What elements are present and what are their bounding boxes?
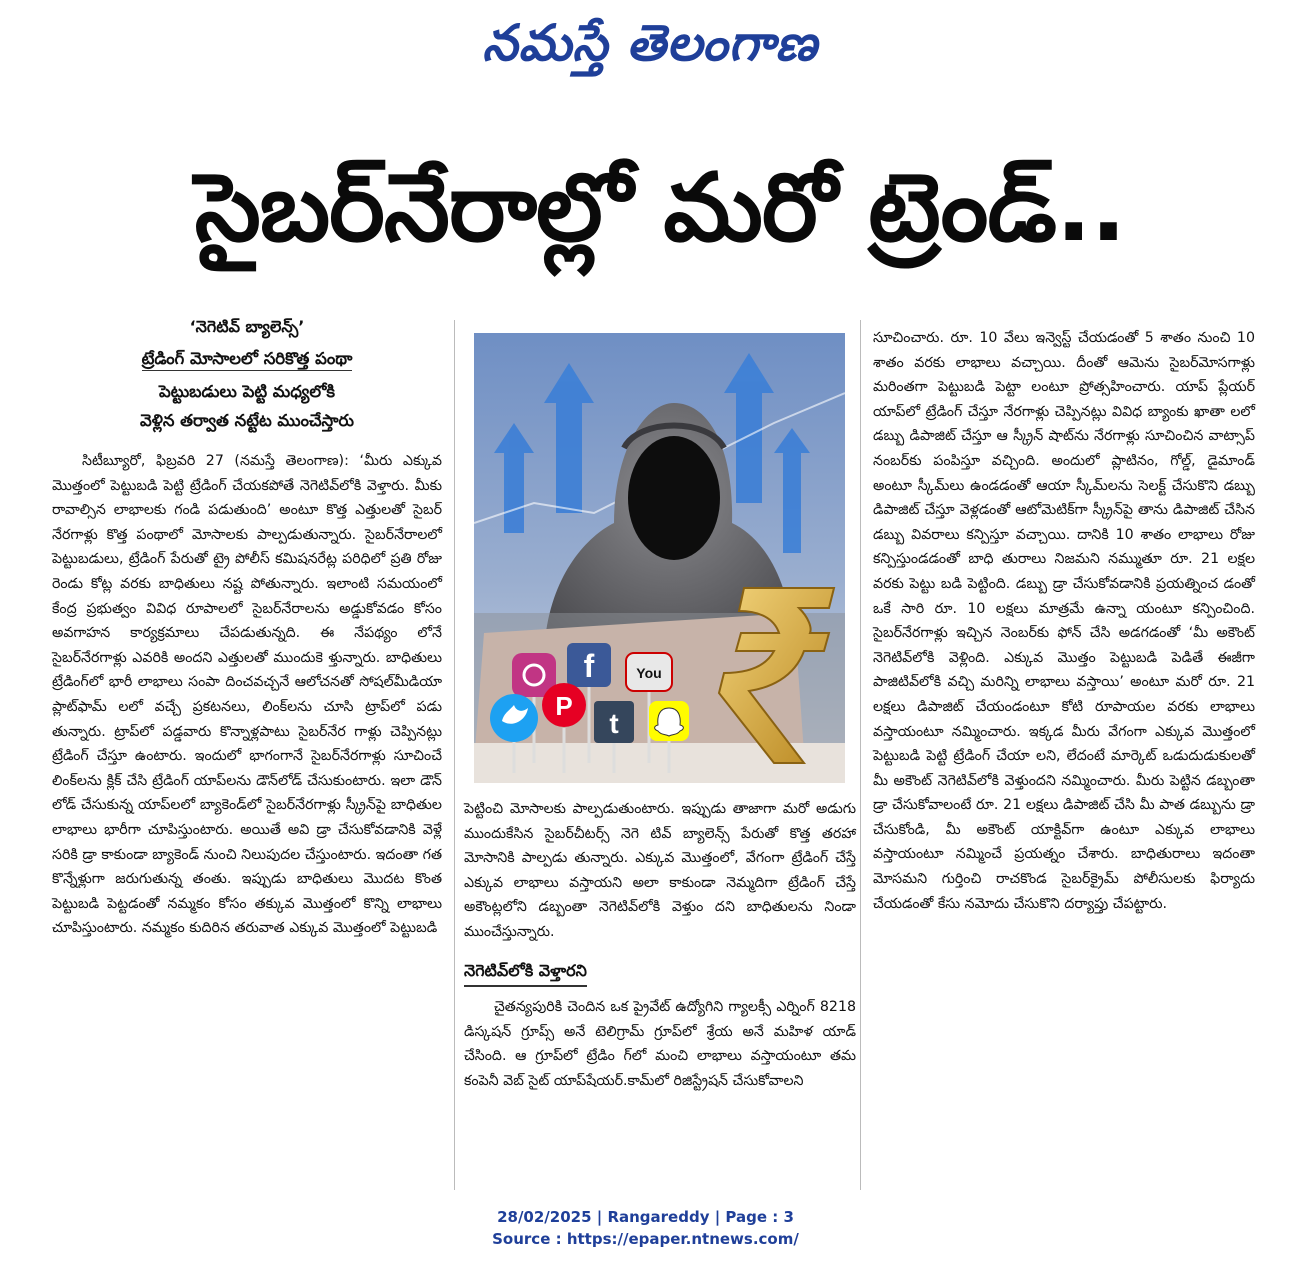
middle-body-text-1: పెట్టించి మోసాలకు పాల్పడుతుంటారు. ఇప్పుడు తాజాగా మరో అడుగు ముందుకేసిన సైబర్‌చీటర్స్‌ నెగె టివ్‌ బ్యాలెన్స్‌ పేరుతో కొత్త తరహా మోసానికి పాల్పడు తున్నారు. ఎక్కువ మొత్తంలో, వేగంగా ట్రేడింగ్‌ చేస్తే ఎక్కువ లాభాలు వస్తాయని అలా కాకుండా నెమ్మదిగా ట్రేడింగ్‌ చేస్తే అకౌంట్లలోని డబ్బంతా నెగెటివ్‌లోకి వెళ్తుం దని బాధితులను నిండా ముంచేస్తున్నారు. [464,801,856,940]
deck-line-1-text: ట్రేడింగ్‌ మోసాలలో సరికొత్త పంథా [142,349,353,371]
tumblr-label: t [609,708,619,739]
headline: సైబర్‌నేరాల్లో మరో ట్రెండ్‌.. [194,154,1126,263]
pinterest-label: P [555,691,573,721]
middle-column [464,797,856,1187]
kicker: ‘నెగెటివ్‌ బ్యాలెన్స్‌’ [189,317,305,336]
hacker-illustration [474,333,845,783]
footer-date-edition: 28/02/2025 | Rangareddy | Page : 3 [497,1208,794,1226]
right-body-text: సూచించారు. రూ. 10 వేలు ఇన్వెస్ట్‌ చేయడంతో 5 శాతం నుంచి 10 శాతం వరకు లాభాలు వచ్చాయి. దీంతో ఆమెను సైబర్‌మోసగాళ్లు మరింతగా పెట్టుబడి పెట్టా లంటూ ప్రోత్సహించారు. యాప్‌ ప్లేయర్‌ యాప్‌లో ట్రేడింగ్‌ చేస్తూ నేరగాళ్లు చెప్పినట్లు వివిధ బ్యాంకు ఖాతా లలో డబ్బు డిపాజిట్‌ చేస్తూ ఆ స్క్రీన్‌ షాట్‌ను నేరగాళ్లు సూచించిన వాట్సాప్‌ నంబర్‌కు పంపిస్తూ వచ్చింది. అందులో ప్లాటినం, గోల్డ్‌, డైమాండ్‌ అంటూ స్కీమ్‌లు ఉండడంతో ఆయా స్కీమ్‌లను సెలక్ట్‌ చేసుకొని డబ్బు డిపాజిట్‌ చేస్తూ వెళ్లడంతో ఆటోమెటిక్‌గా స్క్రీన్‌పై తాను డిపాజిట్‌ చేసిన డబ్బు వివరాలు కన్పిస్తూ వచ్చాయి. దానికి 10 శాతం లాభాలు రోజు కన్పిస్తుండడంతో బాధి తురాలు నిజమని నమ్ముతూ రూ. 21 లక్షల వరకు పెట్టు బడి పెట్టింది. డబ్బు డ్రా చేసుకోవడానికి ప్రయత్నించ డంతో ఒకే సారి రూ. 10 లక్షలు మాత్రమే ఉన్నా యంటూ కన్పించింది. సైబర్‌నేరగాళ్లు ఇచ్చిన నెంబర్‌కు ఫోన్‌ చేసి అడగడంతో ‘మీ అకౌంట్‌ నెగెటివ్‌లోకి వెళ్లింది. ఎక్కువ మొత్తం పెట్టుబడి పెడితే ఈజీగా పాజిటివ్‌లోకి వచ్చి మరిన్ని లాభాలు వస్తాయి’ అంటూ మరో రూ. 21 లక్షలు డిపాజిట్‌ చేయండంటూ కోటి రూపాయల వరకు లాభాలు వస్తాయంటూ నమ్మించారు. ఇక్కడ మీరు వేగంగా ఎక్కువ మొత్తంలో పెట్టుబడి పెట్టి ట్రేడింగ్‌ చేయా లని, లేదంటే మార్కెట్‌ ఒడుదుడుకులతో మీ అకౌంట్‌ నెగెటివ్‌లోకి వెళ్తుందని నమ్మించారు. మీరు పెట్టిన డబ్బంతా డ్రా చేసుకోవాలంటే రూ. 21 లక్షలు డిపాజిట్‌ చేసి మీ పాత డబ్బును డ్రా చేసుకోండి, మీ అకౌంట్‌ యాక్టివ్‌గా ఉంటూ ఎక్కువ లాభాలు వస్తాయంటూ నమ్మించే ప్రయత్నం చేశారు. బాధితురాలు ఇదంతా మోసమని గుర్తించి రాచకొండ సైబర్‌క్రైమ్‌ పోలీసులకు ఫిర్యాదు చేయడంతో కేసు నమోదు చేసుకొని దర్యాప్తు చేపట్టారు. [873,330,1255,912]
deck-line-3: వెళ్లిన తర్వాత నట్టేట ముంచేస్తారు [139,411,354,430]
youtube-label: You [636,665,662,681]
column-divider-right [860,320,861,1190]
column-divider-left [454,320,455,1190]
subhead: నెగెటివ్‌లోకి వెళ్తారని [464,959,587,988]
left-column [52,314,442,1194]
facebook-label: f [583,648,595,684]
deck-line-2: పెట్టుబడులు పెట్టి మధ్యలోకి [158,382,336,401]
footer-source: Source : https://epaper.ntnews.com/ [492,1230,799,1248]
masthead-logo: నమస్తే తెలంగాణ [482,13,818,72]
middle-body-text-2: చైతన్యపురికి చెందిన ఒక ప్రైవేట్‌ ఉద్యోగిని గ్యాలక్సీ ఎర్నింగ్‌ 8218 డిస్కషన్‌ గ్రూప్స్‌ అనే టెలిగ్రామ్‌ గ్రూప్‌లో శ్రేయ అనే మహిళ యాడ్‌ చేసింది. ఆ గ్రూప్‌లో ట్రేడిం గ్‌లో మంచి లాభాలు వస్తాయంటూ తమ కంపెనీ వెబ్‌ సైట్‌ యాప్‌షేయర్‌.కామ్‌లో రిజిస్ట్రేషన్‌ చేసుకోవాలని [464,999,856,1089]
left-body-text: సిటీబ్యూరో, ఫిబ్రవరి 27 (నమస్తే తెలంగాణ): ‘మీరు ఎక్కువ మొత్తంలో పెట్టుబడి పెట్టి ట్రేడింగ్‌ చేయకపోతే నెగెటివ్‌లోకి వెళ్తారు. మీకు రావాల్సిన లాభాలకు గండి పడుతుంది’ అంటూ కొత్త ఎత్తులతో సైబర్‌ నేరగాళ్లు కొత్త పంథాలో మోసాలకు పాల్పడుతున్నారు. సైబర్‌నేరాలలో పెట్టుబడులు, ట్రేడింగ్‌ పేరుతో ట్రై పోలీస్‌ కమిషనరేట్ల పరిధిలో ప్రతి రోజు రెండు కోట్ల వరకు బాధితులు నష్ట పోతున్నారు. ఇలాంటి సమయంలో కేంద్ర ప్రభుత్వం వివిధ రూపాలలో సైబర్‌నేరాలను అడ్డుకోవడం కోసం అవగాహన కార్యక్రమాలు చేపడుతున్నది. ఈ నేపథ్యం లోనే సైబర్‌నేరగాళ్లు ఎవరికి అందని ఎత్తులతో ముందుకె ళ్తున్నారు. బాధితులు ట్రేడింగ్‌లో భారీ లాభాలు సంపా దించవచ్చనే ఆలోచనతో సోషల్‌మీడియా ప్లాట్‌ఫామ్‌ లలో వచ్చే ప్రకటనలు, లింక్‌లను చూసి ట్రాప్‌లో పడు తున్నారు. ట్రాప్‌లో పడ్డవారు కొన్నాళ్లపాటు సైబర్‌నేర గాళ్లు చెప్పినట్లు ట్రేడింగ్‌ చేస్తూ ఉంటారు. ఇందులో భాగంగానే సైబర్‌నేరగాళ్లు సూచించే లింక్‌లను క్లిక్‌ చేసి ట్రేడింగ్‌ యాప్‌లను డౌన్‌లోడ్‌ చేసుకుంటారు. ఇలా డౌన్‌ లోడ్‌ చేసుకున్న యాప్‌లలో బ్యాకెండ్‌లో సైబర్‌నేరగాళ్లు స్క్రీన్‌పై బాధితుల లాభాలు భారీగా చూపిస్తుంటారు. అయితే అవి డ్రా చేసుకోవడానికి వెళ్లే సరికి డ్రా కాకుండా బ్యాకెండ్‌ నుంచి నిలుపుదల చేస్తుంటారు. ఇదంతా గత కొన్నేళ్లుగా జరుగుతున్న తంతు. ఇప్పుడు బాధితులు మొదట కొంత పెట్టుబడి పెట్టడంతో నమ్మకం కోసం తక్కువ మొత్తంలో కొన్ని లాభాలు చూపిస్తుంటారు. నమ్మకం కుదిరిన తరువాత ఎక్కువ మొత్తంలో పెట్టుబడి [52,453,442,937]
deck-line-1 [52,344,442,373]
right-column [873,326,1255,1186]
